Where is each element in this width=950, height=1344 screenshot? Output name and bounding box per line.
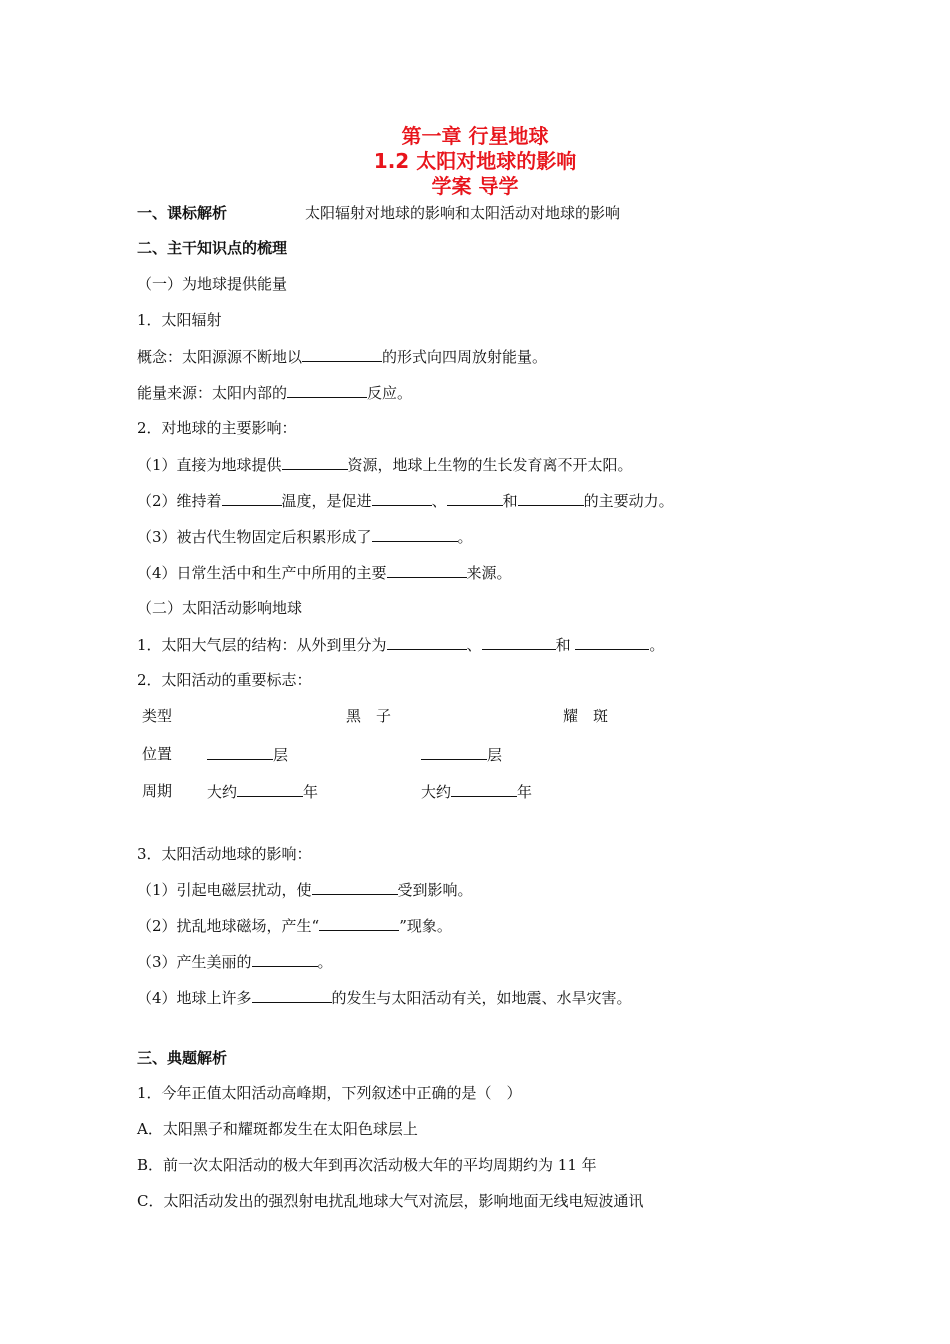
energy-text-a: 能量来源：太阳内部的: [137, 384, 288, 402]
effect-1-b: 资源，地球上生物的生长发育离不开太阳。: [347, 456, 633, 474]
concept-text-b: 的形式向四周放射能量。: [382, 348, 548, 366]
blank[interactable]: [237, 781, 303, 797]
impact-2-a: （2）扰乱地球磁场，产生“: [137, 917, 320, 935]
table-row-cycle: 周期: [142, 782, 173, 800]
effect-2-b: 温度，是促进: [281, 492, 372, 510]
effect-3-b: 。: [457, 528, 473, 546]
activity-1-d: 。: [649, 636, 665, 654]
table-row-position: 位置: [142, 745, 173, 763]
blank[interactable]: [372, 526, 458, 542]
blank[interactable]: [319, 915, 399, 931]
question-1: 1．今年正值太阳活动高峰期，下列叙述中正确的是（ ）: [137, 1084, 522, 1102]
effect-2-c: 、: [431, 492, 447, 510]
effect-1-a: （1）直接为地球提供: [137, 456, 282, 474]
section-title: 1.2 太阳对地球的影响: [373, 149, 577, 173]
impact-1-b: 受到影响。: [397, 881, 473, 899]
blank[interactable]: [575, 634, 649, 650]
year-text: 年: [517, 783, 533, 801]
heading-curriculum: 一、课标解析: [137, 204, 228, 222]
flare-cycle: [421, 781, 532, 802]
layer-text: 层: [487, 746, 503, 764]
activity-1-c: 和: [555, 636, 571, 654]
subtitle: 学案 导学: [431, 174, 519, 198]
energy-text-b: 反应。: [367, 384, 413, 402]
impact-3: [137, 951, 333, 972]
effect-2-d: 和: [502, 492, 518, 510]
effect-4: [137, 562, 512, 583]
heading-knowledge: 二、主干知识点的梳理: [137, 239, 288, 257]
blank[interactable]: [312, 879, 398, 895]
blank[interactable]: [421, 744, 487, 760]
impact-4: [137, 987, 632, 1008]
blank[interactable]: [387, 562, 467, 578]
activity-3: 3．太阳活动地球的影响：: [137, 845, 312, 863]
sunspot-cycle: [207, 781, 318, 802]
effect-3-a: （3）被古代生物固定后积累形成了: [137, 528, 372, 546]
blank[interactable]: [482, 634, 556, 650]
blank[interactable]: [222, 490, 282, 506]
option-b[interactable]: B．前一次太阳活动的极大年到再次活动极大年的平均周期约为 11 年: [137, 1156, 597, 1174]
table-header-sunspot: 黑 子: [346, 707, 392, 725]
impact-1: [137, 879, 473, 900]
concept-line: [137, 346, 547, 367]
blank[interactable]: [387, 634, 467, 650]
impact-1-a: （1）引起电磁层扰动，使: [137, 881, 312, 899]
effect-1: [137, 454, 633, 475]
about-text: 大约: [421, 783, 452, 801]
blank[interactable]: [447, 490, 503, 506]
activity-1-b: 、: [466, 636, 482, 654]
item-solar-radiation: 1．太阳辐射: [137, 311, 222, 329]
table-header-flare: 耀 斑: [563, 707, 609, 725]
option-c[interactable]: C．太阳活动发出的强烈射电扰乱地球大气对流层，影响地面无线电短波通讯: [137, 1192, 644, 1210]
blank[interactable]: [207, 744, 273, 760]
concept-text-a: 概念：太阳源源不断地以: [137, 348, 303, 366]
impact-2: [137, 915, 452, 936]
impact-2-b: ”现象。: [399, 917, 452, 935]
effect-4-a: （4）日常生活中和生产中所用的主要: [137, 564, 387, 582]
option-a[interactable]: A．太阳黑子和耀斑都发生在太阳色球层上: [137, 1120, 418, 1138]
energy-line: [137, 382, 412, 403]
chapter-title: 第一章 行星地球: [401, 124, 549, 148]
activity-1: [137, 634, 664, 655]
blank[interactable]: [287, 382, 367, 398]
table-header-type: 类型: [142, 707, 173, 725]
layer-text: 层: [273, 746, 289, 764]
activity-1-a: 1．太阳大气层的结构：从外到里分为: [137, 636, 387, 654]
effect-2-a: （2）维持着: [137, 492, 222, 510]
effect-2-e: 的主要动力。: [583, 492, 674, 510]
impact-4-a: （4）地球上许多: [137, 989, 252, 1007]
flare-position: [421, 744, 502, 765]
part2-title: （二）太阳活动影响地球: [137, 599, 303, 617]
sunspot-position: [207, 744, 288, 765]
curriculum-text: 太阳辐射对地球的影响和太阳活动对地球的影响: [305, 204, 621, 222]
item-main-effects: 2．对地球的主要影响：: [137, 419, 297, 437]
blank[interactable]: [252, 987, 332, 1003]
effect-2: [137, 490, 674, 511]
impact-3-a: （3）产生美丽的: [137, 953, 252, 971]
part1-title: （一）为地球提供能量: [137, 275, 288, 293]
effect-4-b: 来源。: [466, 564, 512, 582]
about-text: 大约: [207, 783, 238, 801]
year-text: 年: [303, 783, 319, 801]
blank[interactable]: [518, 490, 584, 506]
blank[interactable]: [282, 454, 348, 470]
activity-2: 2．太阳活动的重要标志：: [137, 671, 312, 689]
impact-3-b: 。: [317, 953, 333, 971]
effect-3: [137, 526, 473, 547]
blank[interactable]: [451, 781, 517, 797]
impact-4-b: 的发生与太阳活动有关，如地震、水旱灾害。: [331, 989, 632, 1007]
heading-examples: 三、典题解析: [137, 1049, 228, 1067]
blank[interactable]: [252, 951, 318, 967]
blank[interactable]: [302, 346, 382, 362]
blank[interactable]: [372, 490, 432, 506]
